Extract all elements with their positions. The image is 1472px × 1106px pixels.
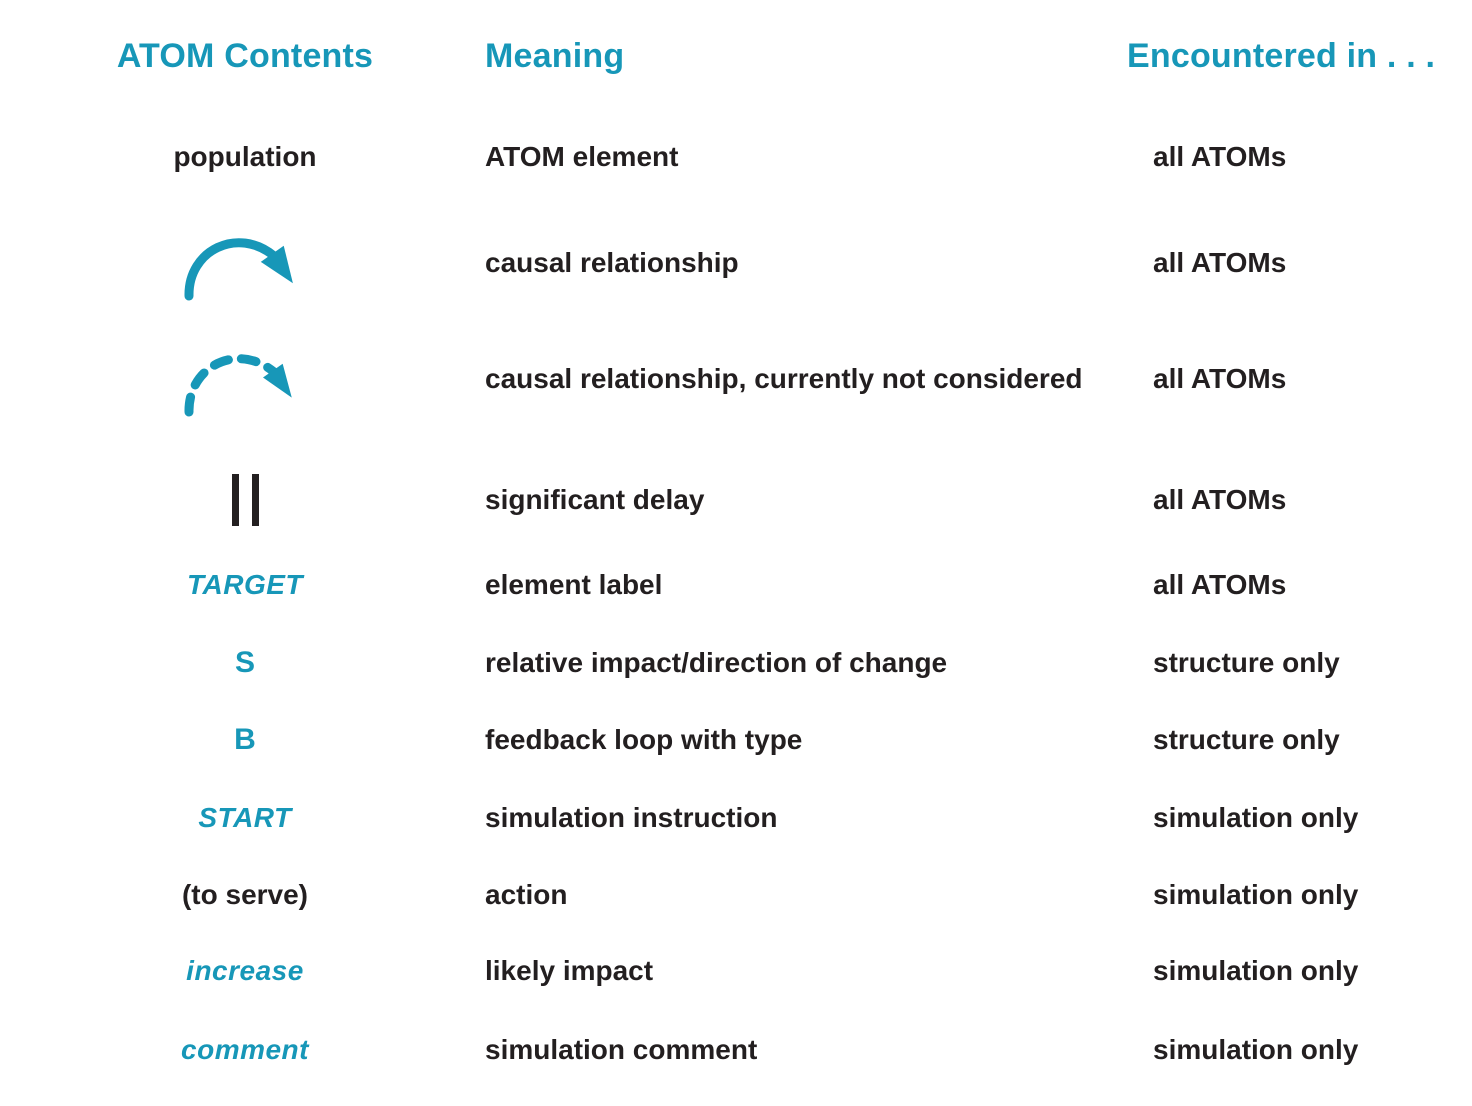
atom-content-b-loop-type: B [234,723,256,756]
meaning-cell: causal relationship, currently not considered [485,363,1083,394]
solid-curved-arrow-icon [180,222,310,304]
table-row [0,945,1472,997]
encountered-cell: all ATOMs [1153,484,1287,515]
encountered-cell: simulation only [1153,955,1359,986]
table-row [0,132,1472,182]
encountered-cell: all ATOMs [1153,141,1287,172]
table-row [0,637,1472,689]
table-row [0,869,1472,921]
meaning-cell: element label [485,569,663,600]
table-row [0,222,1472,304]
meaning-cell: simulation comment [485,1034,758,1065]
meaning-cell: feedback loop with type [485,724,803,755]
atom-content-start-instruction: START [198,802,292,833]
column-header-encountered-in: Encountered in . . . [1127,36,1436,75]
meaning-cell: causal relationship [485,247,739,278]
delay-bars-icon [232,474,259,526]
encountered-cell: all ATOMs [1153,247,1287,278]
meaning-cell: significant delay [485,484,705,515]
table-row [0,792,1472,844]
atom-content-action: (to serve) [181,879,309,910]
meaning-cell: simulation instruction [485,802,778,833]
meaning-cell: relative impact/direction of change [485,647,948,678]
encountered-cell: structure only [1153,647,1340,678]
atom-content-population: population [173,141,317,172]
encountered-cell: simulation only [1153,879,1359,910]
atom-content-dashed-causal-arrow [80,338,410,420]
encountered-cell: all ATOMs [1153,569,1287,600]
table-row [0,468,1472,532]
table-row [0,714,1472,766]
atom-content-comment: comment [181,1034,309,1065]
encountered-cell: simulation only [1153,1034,1359,1065]
meaning-cell: likely impact [485,955,654,986]
atom-content-causal-arrow [80,222,410,304]
header-row [0,30,1472,82]
column-header-meaning: Meaning [485,36,625,75]
atom-content-target-label: TARGET [186,569,304,600]
table-row [0,1024,1472,1076]
table-row [0,560,1472,610]
encountered-cell: all ATOMs [1153,363,1287,394]
encountered-cell: simulation only [1153,802,1359,833]
meaning-cell: action [485,879,568,910]
atom-content-delay [80,468,410,532]
meaning-cell: ATOM element [485,141,679,172]
dashed-curved-arrow-icon [180,338,310,420]
atom-content-likely-impact: increase [186,955,304,986]
table-row [0,338,1472,420]
column-header-atom-contents: ATOM Contents [116,36,374,75]
atom-content-s-polarity: S [234,646,255,679]
encountered-cell: structure only [1153,724,1340,755]
